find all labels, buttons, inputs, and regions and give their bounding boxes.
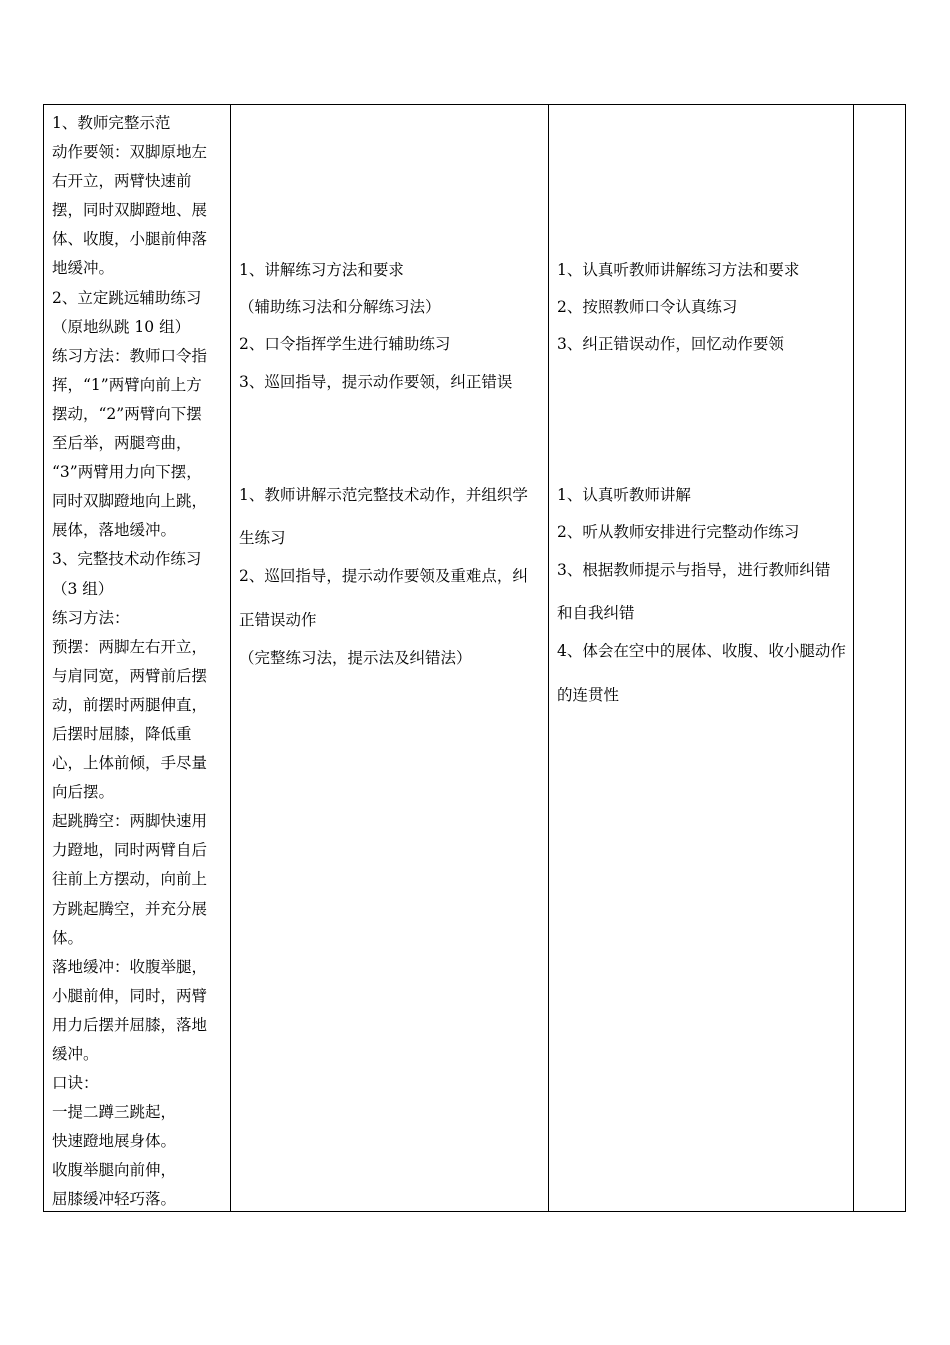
student-activity-line: 和自我纠错: [557, 604, 635, 622]
teacher-activity-line: 1、讲解练习方法和要求: [239, 261, 404, 279]
teacher-activity-cell: [239, 105, 549, 1211]
student-activity-line: 3、根据教师提示与指导，进行教师纠错: [557, 561, 831, 579]
content-line: 与肩同宽，两臂前后摆: [52, 666, 208, 685]
content-line: 摆动，“2”两臂向下摆: [52, 404, 202, 423]
teacher-activity-line: 1、教师讲解示范完整技术动作，并组织学: [239, 486, 528, 504]
content-line: 用力后摆并屈膝，落地: [52, 1015, 208, 1034]
column-divider: [230, 105, 231, 1211]
content-line: 心，上体前倾，手尽量: [52, 754, 208, 773]
content-line: 方跳起腾空，并充分展: [52, 899, 208, 918]
student-activity-line: 2、按照教师口令认真练习: [557, 298, 738, 316]
student-activity-line: 3、纠正错误动作，回忆动作要领: [557, 335, 784, 353]
content-line: 预摆：两脚左右开立，: [52, 637, 208, 656]
content-line: 屈膝缓冲轻巧落。: [52, 1190, 177, 1209]
teacher-activity-line: 生练习: [239, 529, 286, 547]
content-line: 缓冲。: [52, 1045, 99, 1063]
student-activity-line: 2、听从教师安排进行完整动作练习: [557, 523, 800, 541]
content-line: 练习方法：教师口令指: [52, 346, 208, 365]
content-line: （原地纵跳 10 组）: [52, 317, 191, 336]
content-line: 后摆时屈膝，降低重: [52, 724, 192, 743]
content-line: 小腿前伸，同时，两臂: [52, 986, 208, 1005]
student-activity-line: 1、认真听教师讲解: [557, 486, 691, 504]
content-line: 力蹬地，同时两臂自后: [52, 841, 208, 860]
content-line: 口诀：: [52, 1074, 99, 1093]
content-line: 地缓冲。: [52, 259, 115, 278]
content-line: 展体，落地缓冲。: [52, 521, 177, 540]
content-line: 快速蹬地展身体。: [52, 1132, 177, 1151]
notes-cell: [854, 105, 906, 1211]
content-line: 至后举，两腿弯曲，: [52, 434, 192, 453]
content-line: 往前上方摆动，向前上: [52, 870, 208, 889]
content-line: （3 组）: [52, 579, 114, 598]
teacher-activity-line: 正错误动作: [239, 611, 317, 629]
content-line: 同时双脚蹬地向上跳，: [52, 492, 208, 511]
content-line: 动，前摆时两腿伸直，: [52, 695, 208, 714]
content-line: 起跳腾空：两脚快速用: [52, 812, 208, 831]
student-activity-line: 4、体会在空中的展体、收腹、收小腿动作: [557, 642, 846, 660]
teaching-content-cell: [52, 105, 224, 1211]
content-line: 体。: [52, 928, 84, 947]
student-activity-cell: [557, 105, 857, 1211]
content-line: 体、收腹，小腿前伸落: [52, 230, 208, 249]
content-line: 落地缓冲：收腹举腿，: [52, 957, 208, 976]
content-line: 一提二蹲三跳起，: [52, 1103, 177, 1122]
student-activity-line: 的连贯性: [557, 686, 620, 704]
content-line: 向后摆。: [52, 783, 115, 802]
content-line: 挥，“1”两臂向前上方: [52, 375, 202, 394]
content-line: 1、教师完整示范: [52, 114, 171, 132]
teacher-activity-line: （完整练习法，提示法及纠错法）: [239, 649, 472, 667]
teacher-activity-line: 2、巡回指导，提示动作要领及重难点，纠: [239, 567, 528, 585]
teacher-activity-line: （辅助练习法和分解练习法）: [239, 298, 441, 316]
content-line: 练习方法：: [52, 608, 130, 627]
content-line: 2、立定跳远辅助练习: [52, 288, 202, 307]
content-line: 右开立，两臂快速前: [52, 172, 192, 191]
content-line: 收腹举腿向前伸，: [52, 1161, 177, 1180]
teacher-activity-line: 2、口令指挥学生进行辅助练习: [239, 335, 451, 353]
content-line: 摆，同时双脚蹬地、展: [52, 201, 208, 220]
content-line: “3”两臂用力向下摆，: [52, 463, 202, 482]
teacher-activity-line: 3、巡回指导，提示动作要领，纠正错误: [239, 373, 513, 391]
lesson-table: [43, 104, 906, 1212]
content-line: 3、完整技术动作练习: [52, 550, 202, 569]
content-line: 动作要领：双脚原地左: [52, 143, 208, 162]
student-activity-line: 1、认真听教师讲解练习方法和要求: [557, 261, 800, 279]
